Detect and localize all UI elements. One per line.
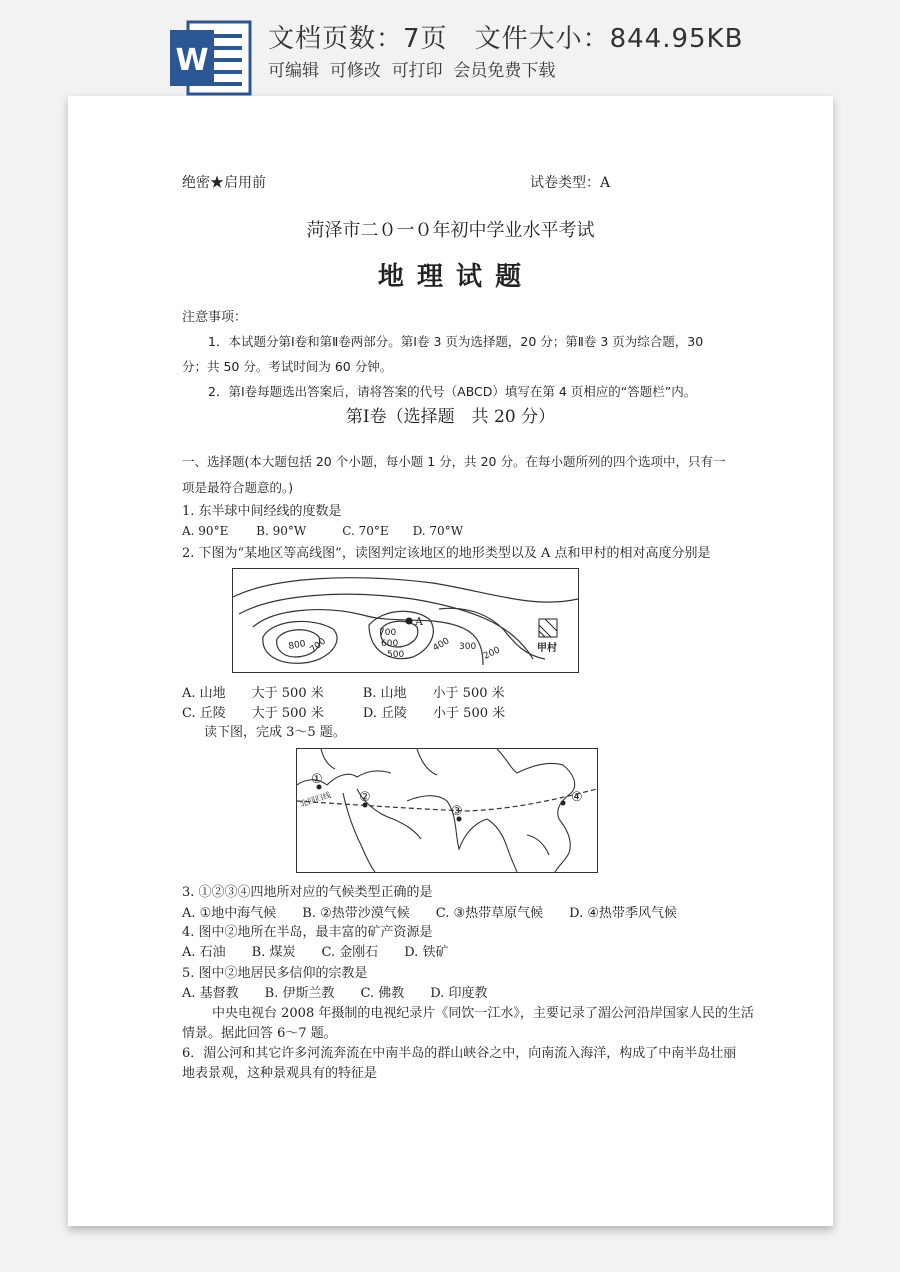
- point-a-label: A: [415, 615, 423, 628]
- subject-title: 地 理 试 题: [377, 262, 524, 292]
- question-2: 2. 下图为“某地区等高线图”，读图判定该地区的地形类型以及 A 点和甲村的相对高度分别是: [182, 546, 711, 561]
- marker-2: ②: [359, 790, 371, 805]
- note-1-line-1: 1．本试题分第Ⅰ卷和第Ⅱ卷两部分。第Ⅰ卷 3 页为选择题，20 分；第Ⅱ卷 3 页为综合题，30: [208, 334, 704, 349]
- question-1-options: A. 90°E B. 90°W C. 70°E D. 70°W: [182, 524, 464, 538]
- question-4-options: A. 石油 B. 煤炭 C. 金刚石 D. 铁矿: [182, 945, 449, 960]
- contour-label: 600: [381, 639, 399, 649]
- contour-label: 800: [287, 639, 307, 652]
- page-count: 文档页数：7页: [268, 24, 448, 54]
- question-6-line-2: 地表景观，这种景观具有的特征是: [182, 1066, 378, 1081]
- svg-text:W: W: [175, 43, 209, 78]
- question-1: 1. 东半球中间经线的度数是: [182, 504, 342, 519]
- question-3: 3. ①②③④四地所对应的气候类型正确的是: [182, 885, 433, 900]
- question-4: 4. 图中②地所在半岛，最丰富的矿产资源是: [182, 925, 433, 940]
- question-2-options-1: A. 山地 大于 500 米 B. 山地 小于 500 米: [182, 686, 505, 701]
- marker-1: ①: [311, 772, 323, 787]
- word-document-icon: [170, 20, 252, 96]
- exam-title: 菏泽市二０一０年初中学业水平考试: [306, 220, 595, 241]
- question-3-options: A. ①地中海气候 B. ②热带沙漠气候 C. ③热带草原气候 D. ④热带季风气候: [182, 906, 678, 921]
- section-1-line-1: 一、选择题(本大题包括 20 个小题，每小题 1 分，共 20 分。在每小题所列的四个选项中，只有一: [182, 454, 726, 469]
- volume-1-title: 第Ⅰ卷（选择题 共 20 分）: [345, 407, 556, 427]
- passage-line-2: 情景。据此回答 6～7 题。: [182, 1026, 337, 1041]
- contour-label: 300: [459, 642, 477, 652]
- document-page: [68, 96, 833, 1226]
- question-5-options: A. 基督教 B. 伊斯兰教 C. 佛教 D. 印度教: [182, 986, 488, 1001]
- confidential-mark: 绝密★启用前: [182, 175, 266, 191]
- question-2-options-2: C. 丘陵 大于 500 米 D. 丘陵 小于 500 米: [182, 706, 506, 721]
- contour-label: 400: [431, 636, 452, 654]
- passage-line-1: 中央电视台 2008 年摄制的电视纪录片《同饮一江水》，主要记录了湄公河沿岸国家人民的生活: [212, 1006, 754, 1021]
- section-1-line-2: 项是最符合题意的。): [182, 480, 294, 495]
- feature-list: 可编辑 可修改 可打印 会员免费下载: [268, 61, 556, 81]
- paper-type: 试卷类型：A: [530, 175, 611, 191]
- question-5: 5. 图中②地居民多信仰的宗教是: [182, 966, 368, 981]
- file-info: [268, 18, 743, 55]
- asia-africa-map: [296, 748, 598, 873]
- tropic-of-cancer-line: [297, 789, 597, 811]
- note-1-line-2: 分；共 50 分。考试时间为 60 分钟。: [182, 359, 393, 374]
- marker-4: ④: [571, 790, 583, 805]
- contour-label: 200: [482, 645, 502, 662]
- contour-label: 700: [379, 628, 397, 638]
- notes-heading: 注意事项：: [182, 310, 248, 325]
- marker-3: ③: [451, 804, 463, 819]
- village-icon: [539, 619, 557, 637]
- note-2: 2．第Ⅰ卷每题选出答案后，请将答案的代号（ABCD）填写在第 4 页相应的“答题栏”内。: [208, 384, 697, 399]
- village-label: 甲村: [537, 643, 557, 654]
- read-map-instruction: 读下图，完成 3～5 题。: [204, 725, 346, 740]
- download-banner: [0, 0, 900, 96]
- contour-map: [232, 568, 579, 673]
- tropic-label: 北回归线: [298, 790, 333, 809]
- contour-label: 700: [308, 636, 329, 656]
- file-size: 文件大小：844.95KB: [474, 24, 744, 54]
- contour-label: 500: [387, 650, 405, 660]
- question-6-line-1: 6．湄公河和其它许多河流奔流在中南半岛的群山峡谷之中，向南流入海洋，构成了中南半岛壮丽: [182, 1046, 737, 1061]
